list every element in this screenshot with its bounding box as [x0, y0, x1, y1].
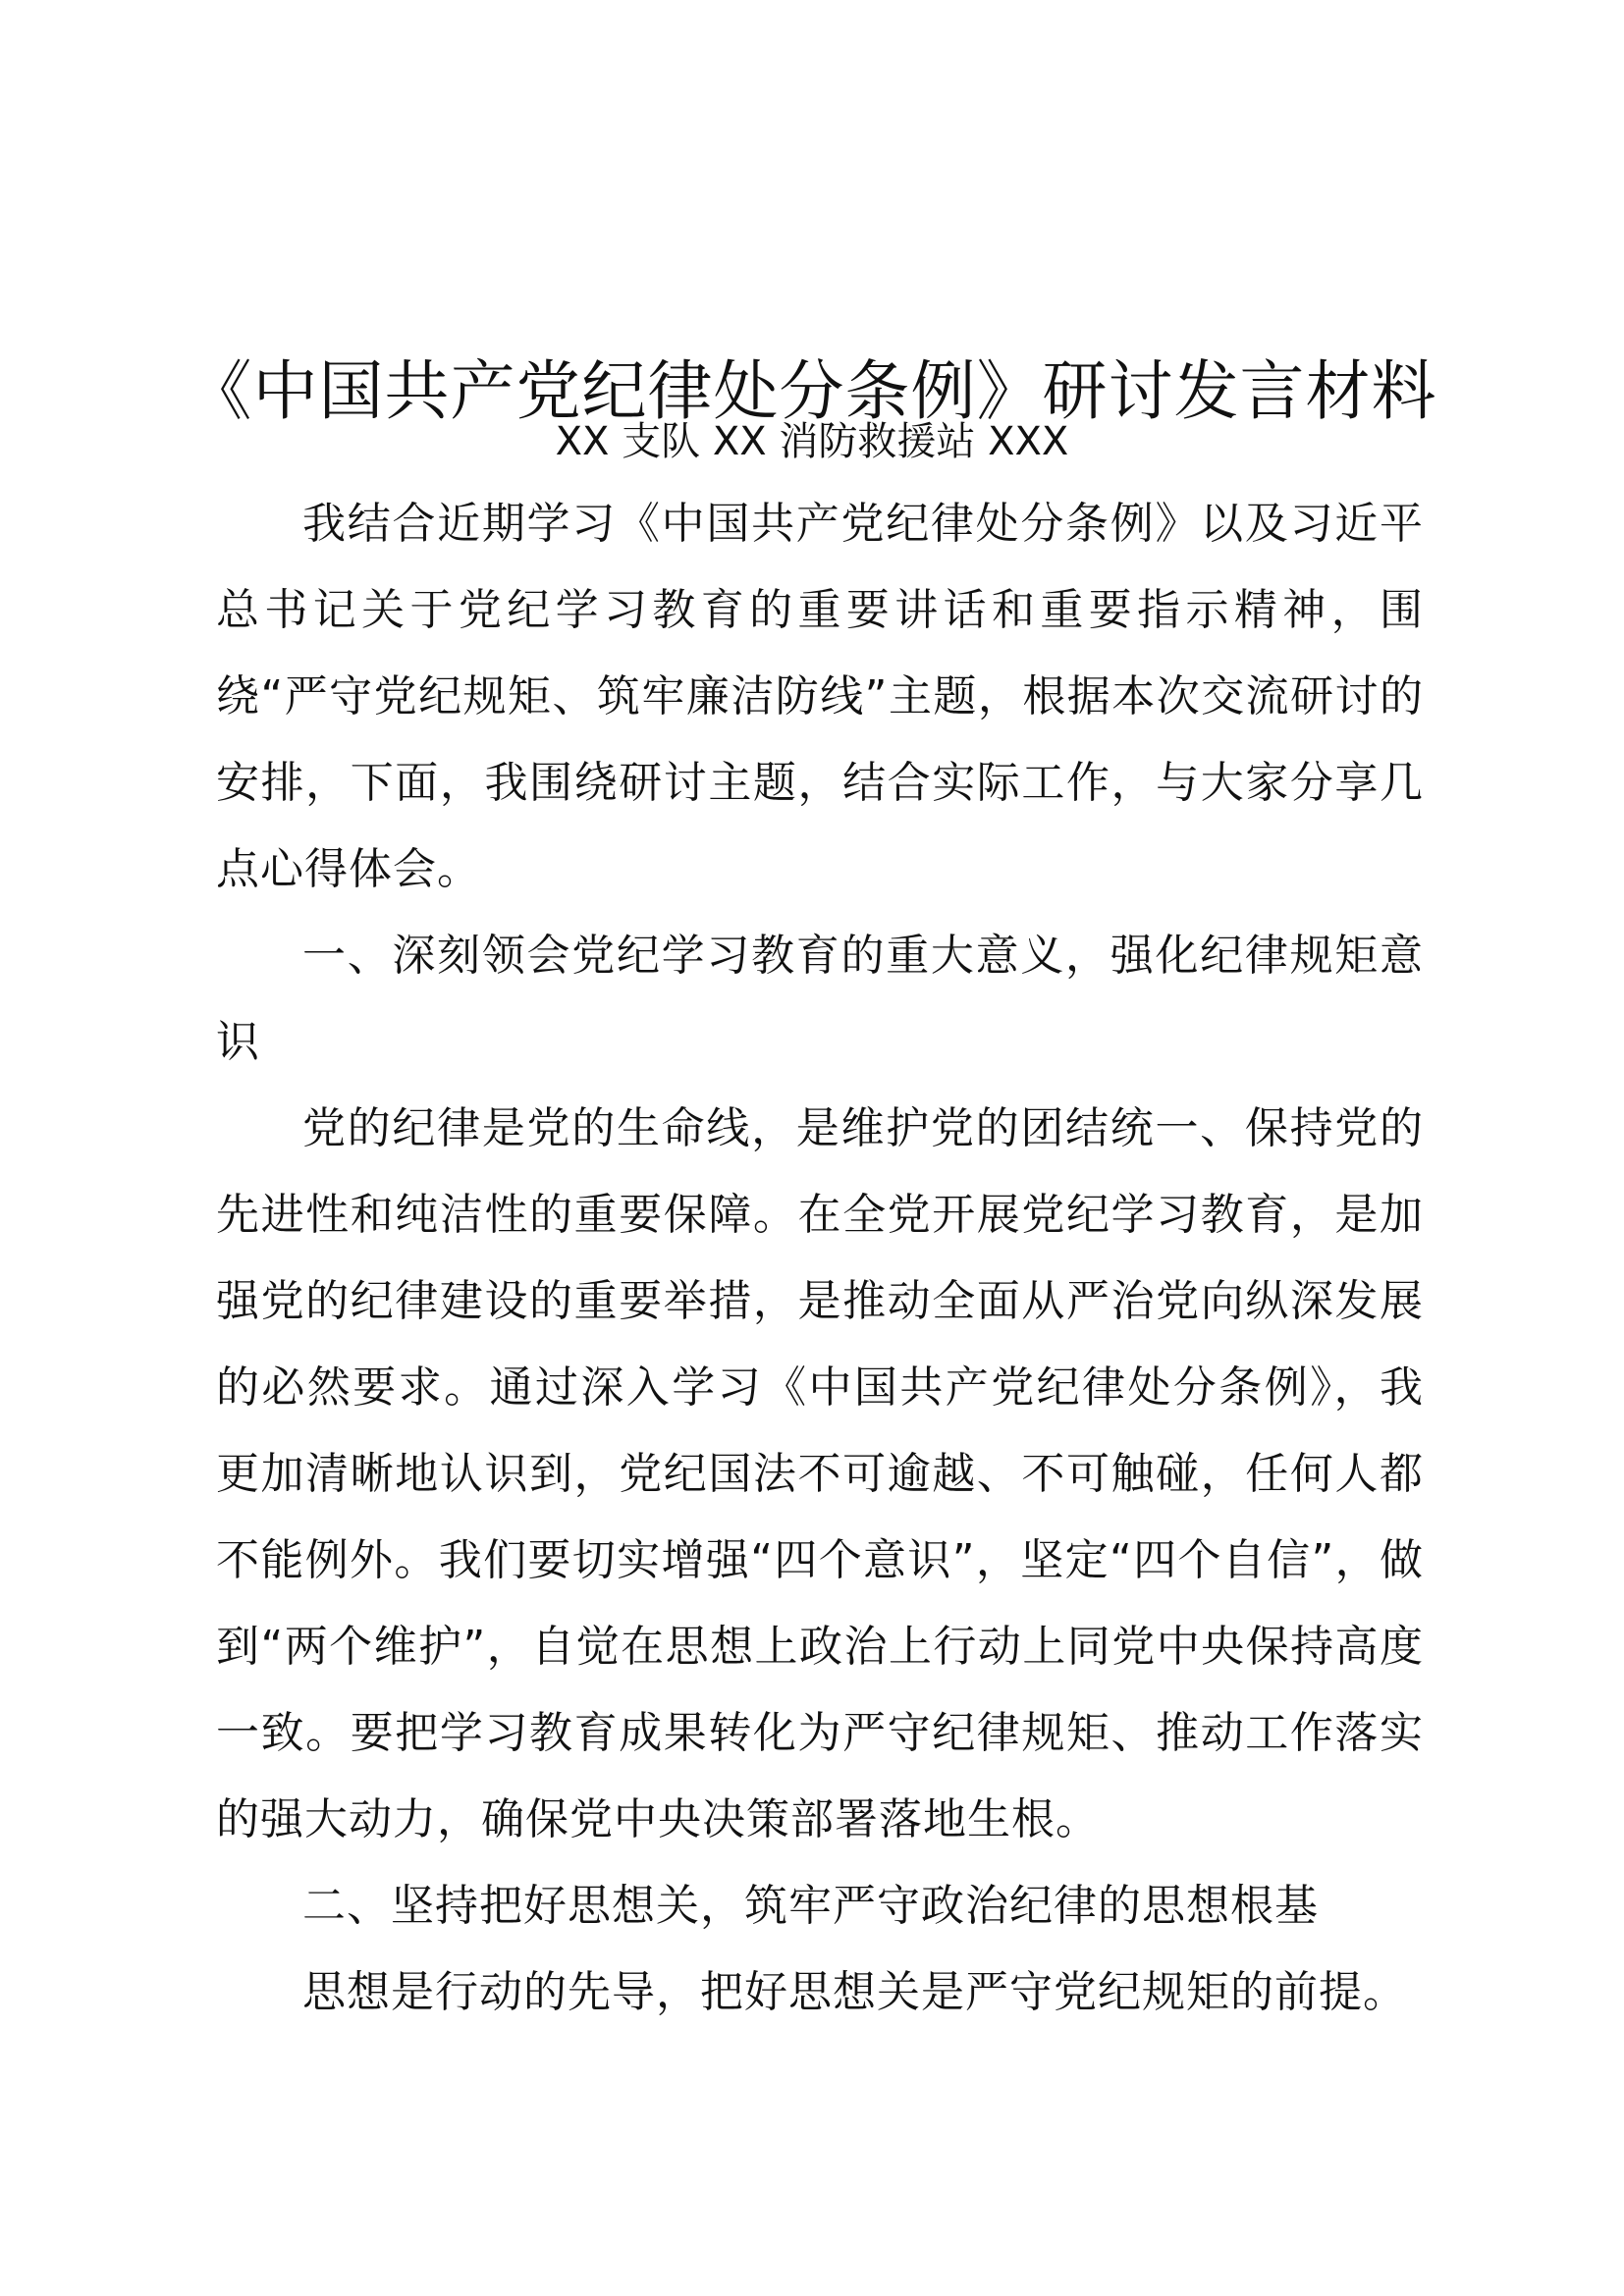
section-heading-2: 二、坚持把好思想关，筑牢严守政治纪律的思想根基	[302, 1881, 1319, 1931]
section-heading-1: 一、深刻领会党纪学习教育的重大意义，强化纪律规矩意识	[216, 931, 1424, 1067]
document-body	[216, 481, 1424, 2036]
section-2-paragraph: 思想是行动的先导，把好思想关是严守党纪规矩的前提。	[302, 1967, 1407, 2017]
section-1-paragraph: 党的纪律是党的生命线，是维护党的团结统一、保持党的先进性和纯洁性的重要保障。在全党开展党纪学习教育，是加强党的纪律建设的重要举措，是推动全面从严治党向纵深发展的必然要求。通过深入学习《中国共产党纪律处分条例》，我更加清晰地认识到，党纪国法不可逾越、不可触碰，任何人都不能例外。我们要切实增强“四个意识”，坚定“四个自信”，做到“两个维护”，自觉在思想上政治上行动上同党中央保持高度一致。要把学习教育成果转化为严守纪律规矩、推动工作落实的强大动力，确保党中央决策部署落地生根。	[216, 1103, 1424, 1844]
intro-paragraph: 我结合近期学习《中国共产党纪律处分条例》以及习近平总书记关于党纪学习教育的重要讲话和重要指示精神，围绕“严守党纪规矩、筑牢廉洁防线”主题，根据本次交流研讨的安排，下面，我围绕研讨主题，结合实际工作，与大家分享几点心得体会。	[216, 499, 1424, 894]
author-line: XX 支队 XX 消防救援站 XXX	[555, 419, 1069, 464]
document-title: 《中国共产党纪律处分条例》研讨发言材料	[187, 353, 1437, 430]
